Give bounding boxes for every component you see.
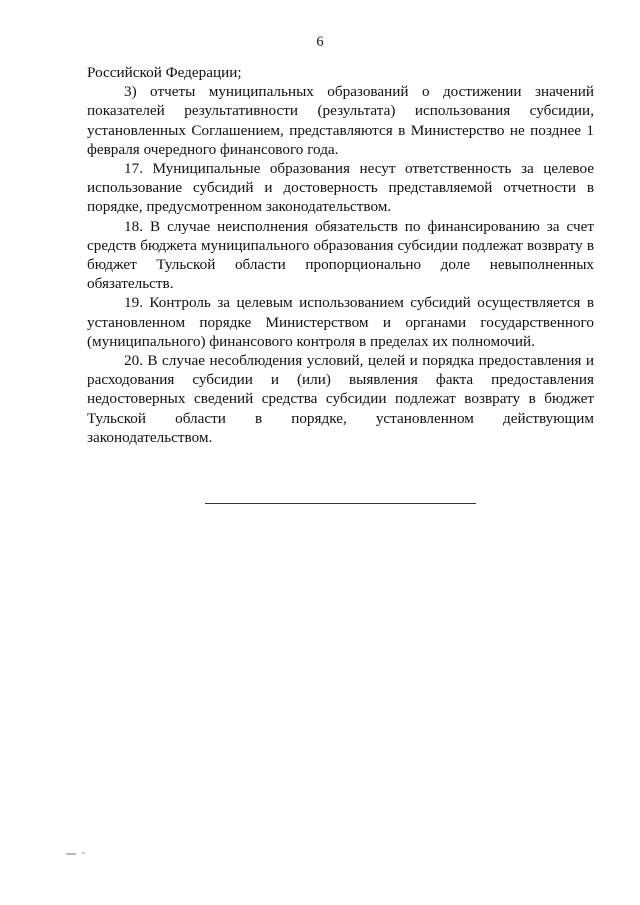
page-number: 6: [316, 34, 324, 50]
paragraph-17-responsibility: 17. Муниципальные образования несут ответственность за целевое использование субсидий и достоверность представляемой отчетности в порядке, предусмотренном законодательством.: [87, 160, 594, 216]
paragraph-19-control: 19. Контроль за целевым использованием субсидий осуществляется в установленном порядке Министерством и органами государственного (муниципального) финансового контроля в пределах их полномочий.: [87, 294, 594, 350]
scan-artifact-dot: [82, 852, 85, 854]
paragraph-20-noncompliance: 20. В случае несоблюдения условий, целей и порядка предоставления и расходования субсидии и (или) выявления факта предоставления недостоверных сведений средства субсидии подлежат возврату в бюджет Тульской области в порядке, установленном действующим законодательством.: [87, 352, 594, 446]
paragraph-continuation: Российской Федерации;: [87, 64, 242, 81]
paragraph-18-refund: 18. В случае неисполнения обязательств по финансированию за счет средств бюджета муниципального образования субсидии подлежат возврату в бюджет Тульской области пропорционально доле невыполненных обязательств.: [87, 217, 594, 293]
document-body: [87, 63, 594, 447]
paragraph-item-3-reports: 3) отчеты муниципальных образований о достижении значений показателей результативности (результата) использования субсидии, установленных Соглашением, представляются в Министерство не позднее 1 февраля очередного финансового года.: [87, 83, 594, 158]
end-of-document-rule: [205, 503, 476, 504]
scan-artifact: [66, 853, 76, 855]
